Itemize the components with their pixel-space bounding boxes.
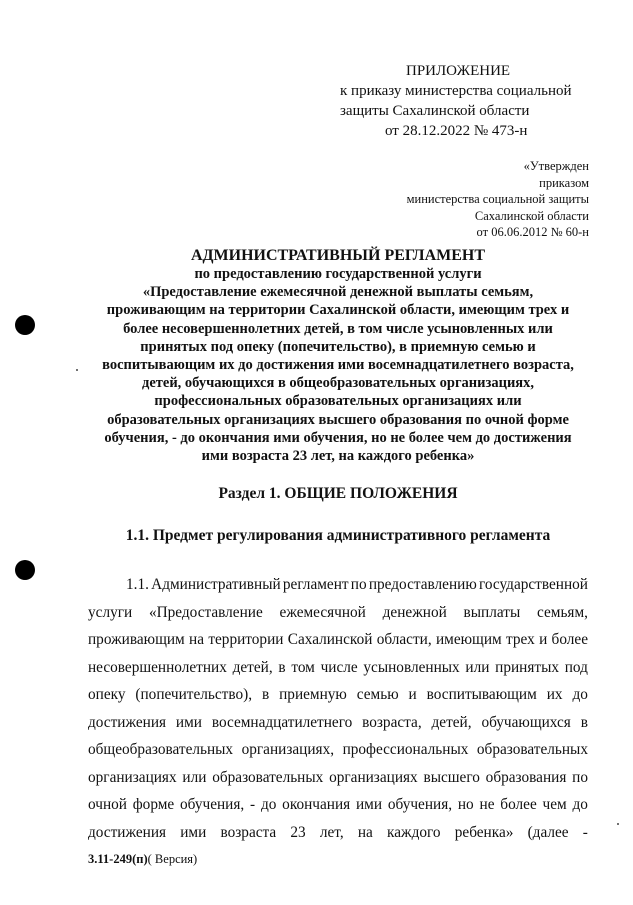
subtitle-line: детей, обучающихся в общеобразовательных организациях, <box>141 375 535 392</box>
subtitle-line: «Предоставление ежемесячной денежной выплаты семьям, <box>142 284 534 301</box>
approval-line: Сахалинской области <box>474 208 589 223</box>
regulation-subtitle <box>88 265 588 465</box>
paragraph-line: очной форме обучения, - до окончания ими обучения, но не более чем до <box>88 796 588 813</box>
paragraph-line: общеобразовательных организациях, профессиональных образовательных <box>88 741 588 758</box>
punch-hole <box>15 315 35 335</box>
paragraph-line: проживающим на территории Сахалинской области, имеющим трех и более <box>88 631 588 648</box>
paragraph-line: опеку (попечительство), в приемную семью и воспитывающим их до <box>88 686 588 703</box>
approval-line: от 06.06.2012 № 60-н <box>476 225 589 239</box>
paragraph-line: достижения ими восемнадцатилетнего возраста, детей, обучающихся в <box>88 713 588 731</box>
paragraph-line: несовершеннолетних детей, в том числе усыновленных или принятых под <box>88 658 588 676</box>
document-footer <box>88 851 197 867</box>
section-heading: Раздел 1. ОБЩИЕ ПОЛОЖЕНИЯ <box>218 485 458 502</box>
subtitle-line: проживающим на территории Сахалинской области, имеющим трех и <box>106 302 570 319</box>
appendix-line: к приказу министерства социальной <box>340 83 572 99</box>
document-version: ( Версия) <box>147 852 198 866</box>
paragraph-line: организациях или образовательных организациях высшего образования по <box>88 768 588 786</box>
body-paragraph <box>88 571 588 846</box>
appendix-line: защиты Сахалинской области <box>340 103 530 119</box>
approval-stamp-text <box>329 158 589 241</box>
subtitle-line: профессиональных образовательных организациях или <box>154 393 522 410</box>
scan-speck <box>617 823 619 825</box>
approval-line: приказом <box>539 175 589 190</box>
regulation-title: АДМИНИСТРАТИВНЫЙ РЕГЛАМЕНТ <box>190 247 486 264</box>
paragraph-line: услуги «Предоставление ежемесячной денежной выплаты семьям, <box>88 603 588 621</box>
subtitle-line: образовательных организациях высшего образования по очной форме <box>107 411 569 428</box>
appendix-date: от 28.12.2022 № 473-н <box>385 123 528 139</box>
subtitle-line: более несовершеннолетних детей, в том числе усыновленных или <box>123 320 553 337</box>
subtitle-line: принятых под опеку (попечительство), в приемную семью и <box>140 338 536 355</box>
approval-line: «Утвержден <box>523 159 589 173</box>
subtitle-line: обучения, - до окончания ими обучения, но не более чем до достижения <box>104 429 572 446</box>
subtitle-line: по предоставлению государственной услуги <box>194 266 482 282</box>
subsection-heading: 1.1. Предмет регулирования административного регламента <box>125 527 551 544</box>
paragraph-line: 1.1. Административный регламент по предоставлению государственной <box>126 576 588 593</box>
appendix-block <box>340 61 620 141</box>
subtitle-line: ими возраста 23 лет, на каждого ребенка» <box>201 448 475 465</box>
punch-hole <box>15 560 35 580</box>
paragraph-line: достижения ими возраста 23 лет, на каждого ребенка» (далее - <box>88 823 588 841</box>
document-code: 3.11-249(п) <box>88 852 148 866</box>
subtitle-line: воспитывающим их до достижения ими восемнадцатилетнего возраста, <box>102 357 574 374</box>
approval-line: министерства социальной защиты <box>406 192 589 206</box>
scan-speck <box>76 369 78 371</box>
appendix-title: ПРИЛОЖЕНИЕ <box>406 63 511 79</box>
